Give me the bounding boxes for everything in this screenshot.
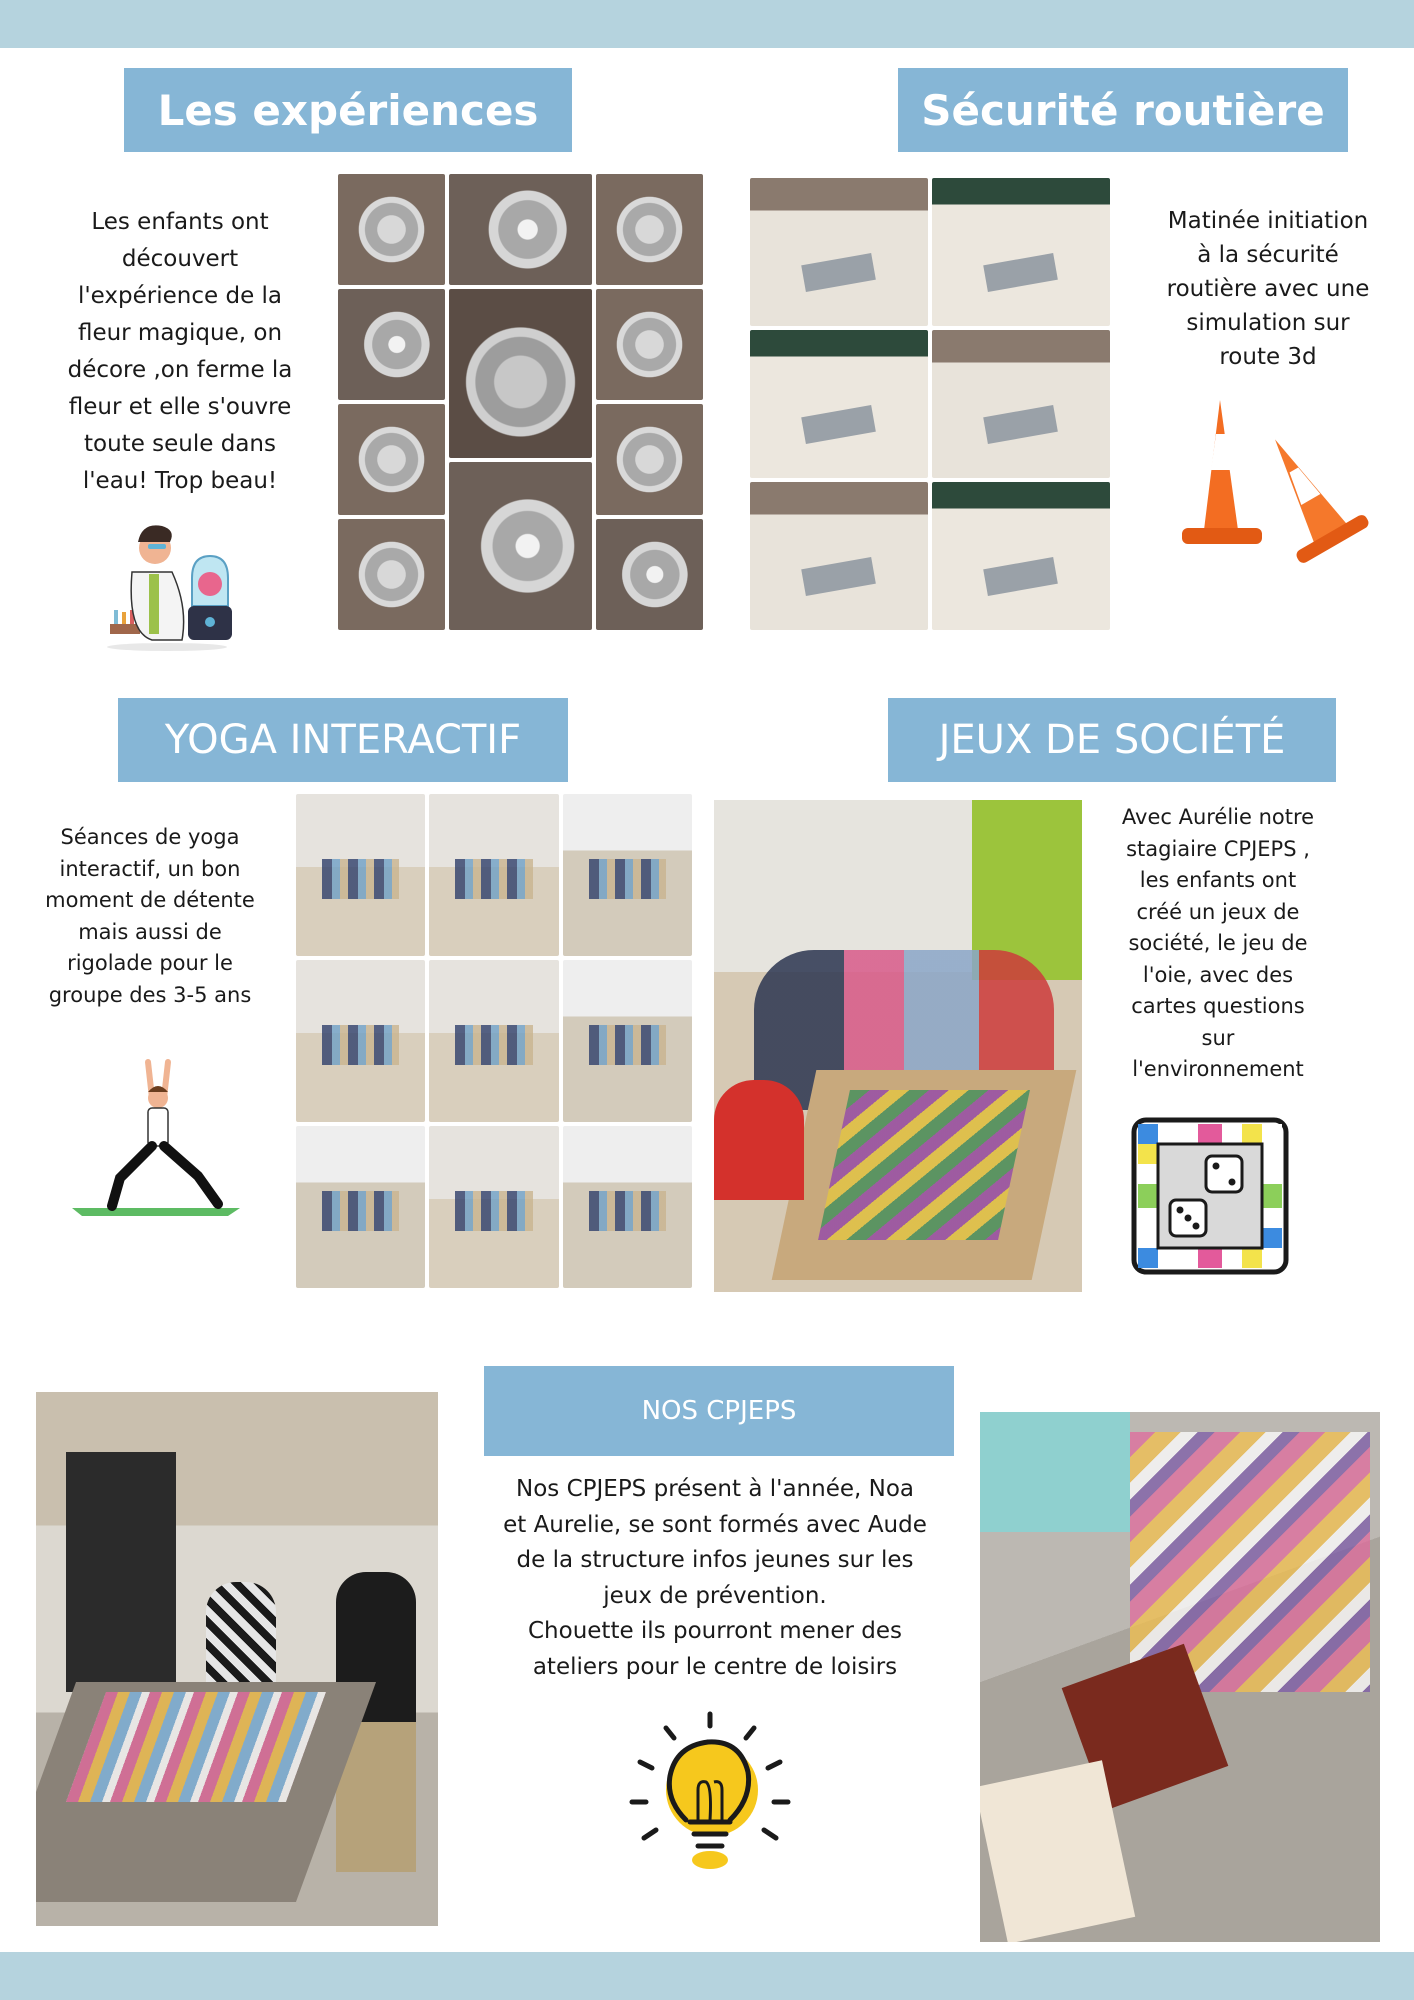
securite-line: à la sécurité [1197,242,1339,268]
jeux-photo [714,800,1082,1292]
photo [338,519,445,630]
experiences-line: toute seule dans [84,431,276,457]
cpjeps-line: Nos CPJEPS présent à l'année, Noa [516,1476,914,1502]
jeux-line: sur [1201,1025,1235,1050]
experiences-line: fleur magique, on [77,320,283,346]
bottom-band [0,1952,1414,2000]
photo-door [66,1452,176,1692]
securite-line: routière avec une [1166,276,1370,302]
photo [338,404,445,515]
jeux-line: créé un jeux de [1136,899,1300,924]
experiences-title: Les expériences [124,68,572,152]
jeux-line: l'environnement [1132,1057,1304,1081]
photo [563,1126,692,1288]
photo [449,289,592,458]
yoga-line: moment de détente [45,888,255,912]
photo [932,178,1110,326]
photo [429,960,558,1122]
lightbulb-icon [626,1710,796,1880]
cpjeps-line: jeux de prévention. [603,1582,827,1609]
yoga-text [20,822,280,1011]
cpjeps-line: de la structure infos jeunes sur les [516,1547,914,1573]
photo [596,404,703,515]
photo-child-red [714,1080,804,1200]
experiences-line: fleur et elle s'ouvre [68,394,292,420]
cpjeps-photo-left [36,1392,438,1926]
experiences-line: l'expérience de la [77,283,283,309]
photo [449,462,592,631]
photo [596,289,703,400]
yoga-line: Séances de yoga [60,825,240,849]
photo-cards [66,1692,326,1802]
photo [932,482,1110,630]
cpjeps-line: ateliers pour le centre de loisirs [532,1653,898,1680]
photo [296,1126,425,1288]
yoga-photo-grid [296,794,692,1288]
photo [596,519,703,630]
experiences-line: décore ,on ferme la [67,357,293,383]
jeux-line: Avec Aurélie notre [1121,805,1315,829]
securite-line: simulation sur [1186,310,1350,336]
scientist-icon [92,512,242,652]
securite-line: Matinée initiation [1167,208,1369,234]
experiences-line: Les enfants ont [91,209,269,235]
yoga-line: mais aussi de [78,919,222,944]
securite-line: route 3d [1219,344,1317,370]
photo [750,178,928,326]
jeux-line: les enfants ont [1139,868,1297,892]
cpjeps-photo-right [980,1412,1380,1942]
jeux-text [1100,802,1336,1086]
cpjeps-text [470,1472,960,1685]
yoga-line: groupe des 3-5 ans [48,982,252,1007]
experiences-line: découvert [121,246,239,272]
photo [750,330,928,478]
photo [296,794,425,956]
yoga-title: YOGA INTERACTIF [118,698,568,782]
photo [429,794,558,956]
photo-board-path [818,1090,1030,1240]
photo [338,174,445,285]
photo [750,482,928,630]
photo-box [980,1412,1130,1532]
experiences-line: l'eau! Trop beau! [82,468,278,494]
photo [338,289,445,400]
securite-text [1140,204,1396,374]
securite-photo-grid [750,178,1110,630]
cpjeps-line: Chouette ils pourront mener des [527,1618,903,1644]
yoga-pose-icon [68,1058,248,1218]
photo [449,174,592,285]
yoga-line: rigolade pour le [67,951,233,975]
securite-title: Sécurité routière [898,68,1348,152]
jeux-title: JEUX DE SOCIÉTÉ [888,698,1336,782]
cpjeps-line: et Aurelie, se sont formés avec Aude [503,1511,927,1538]
photo [563,794,692,956]
experiences-text [40,204,320,500]
photo [596,174,703,285]
jeux-line: cartes questions [1131,994,1305,1018]
photo [563,960,692,1122]
photo [932,330,1110,478]
board-game-dice-icon [1130,1116,1290,1276]
jeux-line: l'oie, avec des [1142,962,1294,987]
cpjeps-title: NOS CPJEPS [484,1366,954,1456]
photo [429,1126,558,1288]
jeux-line: société, le jeu de [1128,931,1308,955]
traffic-cones-icon [1170,390,1370,570]
top-band [0,0,1414,48]
experiences-photo-grid [338,174,703,630]
photo [296,960,425,1122]
jeux-line: stagiaire CPJEPS , [1126,836,1310,861]
yoga-line: interactif, un bon [59,856,241,881]
